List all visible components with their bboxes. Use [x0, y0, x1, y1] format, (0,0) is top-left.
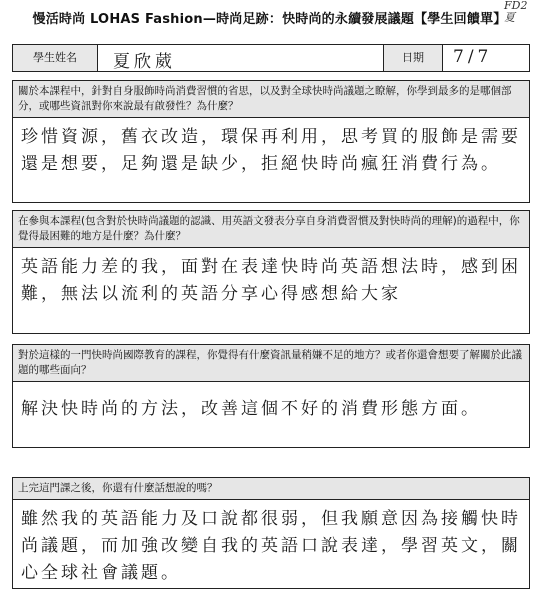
- student-name-value: 夏欣葳: [113, 52, 176, 72]
- feedback-section-2: [12, 210, 530, 334]
- feedback-section-4: [12, 477, 530, 589]
- student-info-row: [12, 44, 530, 72]
- feedback-section-1: [12, 80, 530, 203]
- answer-4: 雖然我的英語能力及口說都很弱，但我願意因為接觸快時尚議題，而加強改變自我的英語口說表達，學習英文，關心全球社會議題。: [21, 509, 521, 583]
- corner-handwritten-note: FD2 夏: [504, 0, 528, 24]
- form-title: 慢活時尚 LOHAS Fashion—時尚足跡：快時尚的永續發展議題【學生回饋單】: [32, 12, 507, 27]
- question-4: 上完這門課之後，你還有什麼話想說的嗎？: [13, 478, 529, 500]
- question-2: 在參與本課程(包含對於快時尚議題的認識、用英語文發表分享自身消費習慣及對快時尚的理解)的過程中，你覺得最困難的地方是什麼？為什麼？: [13, 211, 529, 248]
- date-label: 日期: [383, 45, 443, 71]
- question-1: 關於本課程中，針對自身服飾時尚消費習慣的省思，以及對全球快時尚議題之瞭解，你學到最多的是哪個部分，或哪些資訊對你來說最有啟發性？為什麼？: [13, 81, 529, 118]
- feedback-section-3: [12, 344, 530, 448]
- question-3: 對於這樣的一門快時尚國際教育的課程，你覺得有什麼資訊量稍嫌不足的地方？或者你還會想要了解關於此議題的哪些面向？: [13, 345, 529, 382]
- answer-1: 珍惜資源，舊衣改造，環保再利用，思考買的服飾是需要還是想要，足夠還是缺少，拒絕快時尚瘋狂消費行為。: [21, 127, 521, 174]
- student-name-label: 學生姓名: [13, 45, 98, 71]
- date-value: 7/7: [453, 47, 493, 67]
- answer-2: 英語能力差的我，面對在表達快時尚英語想法時，感到困難，無法以流利的英語分享心得感想給大家: [21, 257, 521, 304]
- answer-3: 解決快時尚的方法，改善這個不好的消費形態方面。: [21, 399, 481, 419]
